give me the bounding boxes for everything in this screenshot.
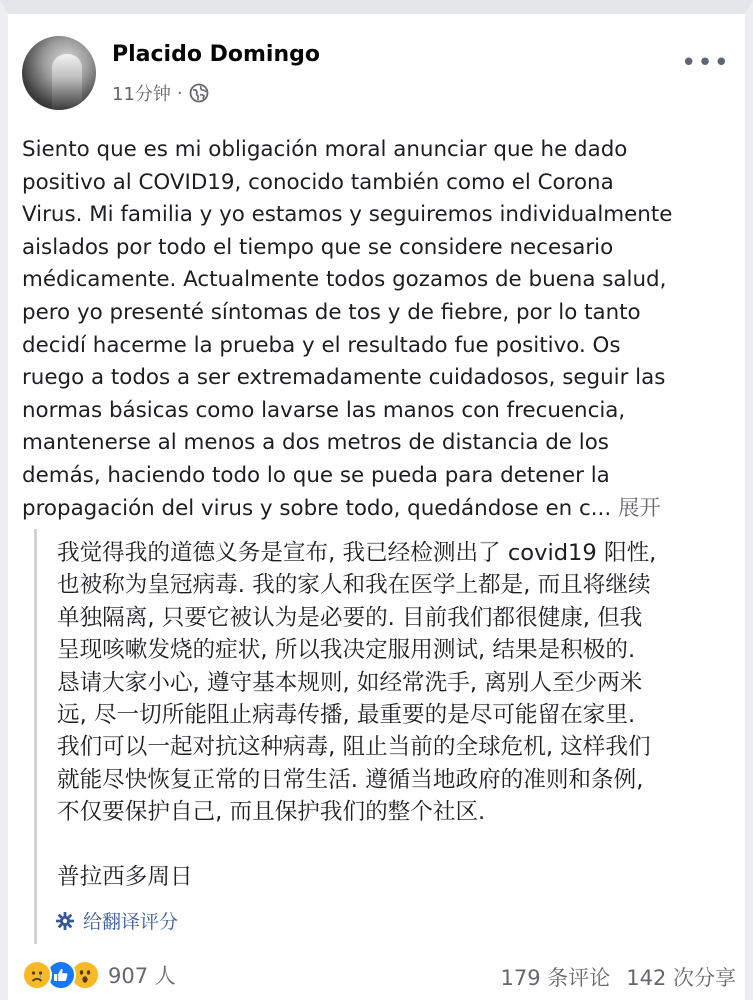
shares-count[interactable]: 142 次分享 xyxy=(626,966,736,990)
see-more-link[interactable]: 展开 xyxy=(617,495,661,521)
post-text xyxy=(22,134,742,525)
rate-translation-button[interactable] xyxy=(55,907,178,934)
engagement-stats xyxy=(500,962,736,992)
post-original-text: Siento que es mi obligación moral anunciar que he dado positivo al COVID19, conocido también como el Corona Virus. Mi familia y yo estamos y seguiremos individualmente aislados por todo el tiempo que se considere necesario médicamente. Actualmente todos gozamos de buena salud, pero yo presenté síntomas de tos y de fiebre, por lo tanto decidí hacerme la prueba y el resultado fue positivo. Os ruego a todos a ser extremadamente cuidadosos, seguir las normas básicas como lavarse las manos con frecuencia, mantenerse al menos a dos metros de distancia de los demás, haciendo todo lo que se pueda para detener la propagación del virus y sobre todo, quedándose en c... xyxy=(22,137,673,521)
post-header xyxy=(22,36,742,116)
comments-count[interactable]: 179 条评论 xyxy=(500,966,611,990)
post-meta xyxy=(112,80,209,106)
rate-translation-label: 给翻译评分 xyxy=(83,911,179,933)
reactions-count[interactable]: 907 人 xyxy=(108,964,176,988)
translation-text: 我觉得我的道德义务是宣布, 我已经检测出了 covid19 阳性, 也被称为皇冠病毒. 我的家人和我在医学上都是, 而且将继续 单独隔离, 只要它被认为是必要的. 目前我们都很健康, 但我 呈现咳嗽发烧的症状, 所以我决定服用测试, 结果是积极的. 恳请大家小心, 遵守基本规则, 如经常洗手, 离别人至少两米 远, 尽一切所能阻止病毒传播, 最重要的是尽可能留在家里. 我们可以一起对抗这种病毒, 阻止当前的全球危机, 这样我们 就能尽快恢复正常的日常生活. 遵循当地政府的准则和条例, 不仅要保护自己, 而且保护我们的整个社区. xyxy=(57,540,657,826)
reactions-summary[interactable] xyxy=(22,960,176,990)
translation-signature: 普拉西多周日 xyxy=(57,864,193,890)
post-time[interactable]: 11分钟 xyxy=(112,84,171,105)
sad-reaction-icon xyxy=(22,960,52,990)
translation-block xyxy=(34,529,742,944)
globe-icon[interactable] xyxy=(189,83,209,103)
more-options-icon[interactable]: ••• xyxy=(680,48,730,78)
gear-icon xyxy=(55,911,75,931)
avatar[interactable] xyxy=(22,36,96,110)
author-name[interactable]: Placido Domingo xyxy=(112,42,320,67)
post-footer xyxy=(22,956,742,996)
meta-separator: · xyxy=(176,82,183,104)
